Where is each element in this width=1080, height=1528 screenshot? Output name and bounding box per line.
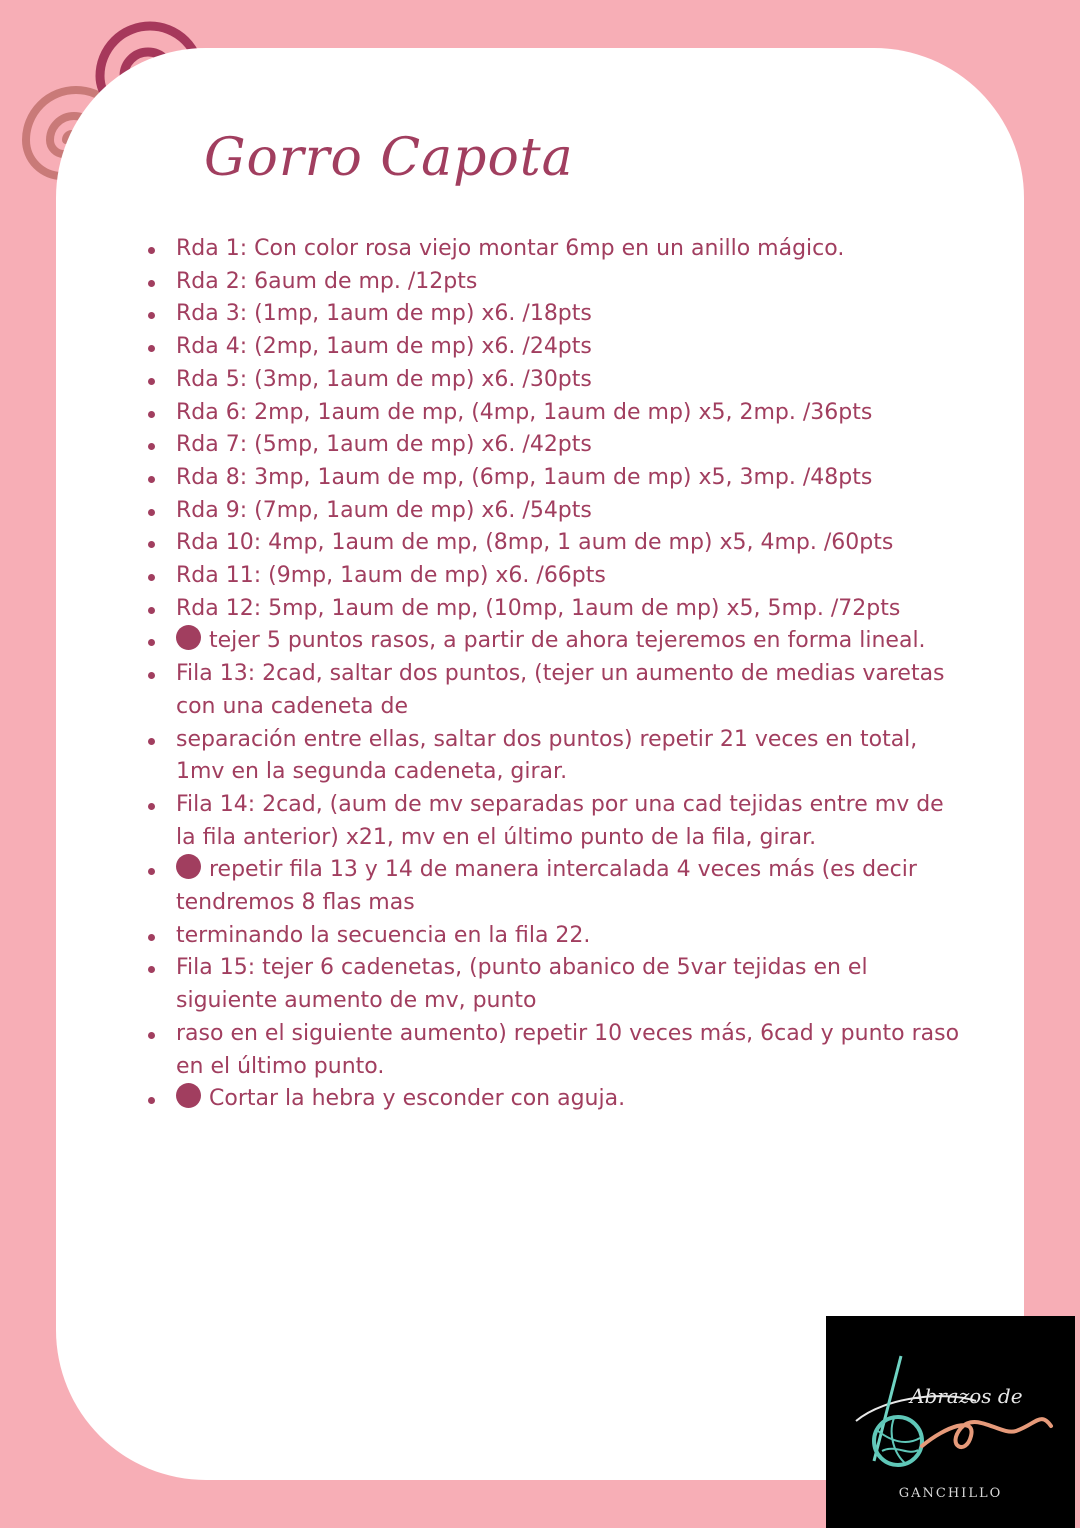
- instruction-text: Cortar la hebra y esconder con aguja.: [209, 1086, 626, 1112]
- instruction-text: Fila 14: 2cad, (aum de mv separadas por una cad tejidas entre mv de la fila anterior) x21, mv en el último punto de la fila, girar.: [176, 791, 944, 850]
- instruction-item: [176, 331, 966, 364]
- instruction-text: Rda 5: (3mp, 1aum de mp) x6. /30pts: [176, 366, 592, 392]
- logo-script-text: Abrazos de: [910, 1384, 1023, 1408]
- instruction-item: [176, 920, 966, 953]
- instruction-item: [176, 429, 966, 462]
- instruction-text: repetir fila 13 y 14 de manera intercalada 4 veces más (es decir tendremos 8 flas mas: [176, 857, 917, 916]
- dot-icon: [176, 854, 201, 879]
- instruction-text: Rda 1: Con color rosa viejo montar 6mp en un anillo mágico.: [176, 236, 845, 261]
- instruction-item: [176, 1018, 966, 1083]
- dot-icon: [176, 1083, 201, 1108]
- instruction-item: [176, 658, 966, 723]
- instruction-text: terminando la secuencia en la fila 22.: [176, 922, 591, 948]
- instruction-text: Rda 4: (2mp, 1aum de mp) x6. /24pts: [176, 334, 592, 360]
- instruction-text: Rda 10: 4mp, 1aum de mp, (8mp, 1 aum de mp) x5, 4mp. /60pts: [176, 530, 894, 556]
- instruction-text: Rda 11: (9mp, 1aum de mp) x6. /66pts: [176, 563, 606, 589]
- instruction-item: [176, 527, 966, 560]
- instruction-text: Fila 13: 2cad, saltar dos puntos, (tejer un aumento de medias varetas con una cadeneta de: [176, 661, 945, 719]
- instruction-item: [176, 364, 966, 397]
- instruction-item: [176, 724, 966, 789]
- instruction-item: [176, 789, 966, 854]
- instruction-item: [176, 625, 966, 658]
- instruction-text: Rda 8: 3mp, 1aum de mp, (6mp, 1aum de mp) x5, 3mp. /48pts: [176, 464, 873, 490]
- instruction-item: [176, 397, 966, 430]
- instruction-item: [176, 1083, 966, 1116]
- instruction-text: Rda 2: 6aum de mp. /12pts: [176, 268, 478, 294]
- instruction-text: tejer 5 puntos rasos, a partir de ahora tejeremos en forma lineal.: [209, 628, 926, 654]
- instruction-item: [176, 560, 966, 593]
- instruction-list: [138, 233, 966, 1116]
- instruction-text: Rda 9: (7mp, 1aum de mp) x6. /54pts: [176, 497, 592, 523]
- page-title: Gorro Capota: [204, 128, 574, 188]
- dot-icon: [176, 625, 201, 650]
- instruction-item: [176, 233, 966, 266]
- instruction-item: [176, 952, 966, 1017]
- brand-logo: [826, 1316, 1075, 1528]
- instruction-item: [176, 266, 966, 299]
- yarn-trail: [922, 1419, 1051, 1447]
- instruction-text: Rda 7: (5mp, 1aum de mp) x6. /42pts: [176, 432, 592, 458]
- instruction-text: Rda 6: 2mp, 1aum de mp, (4mp, 1aum de mp) x5, 2mp. /36pts: [176, 399, 873, 425]
- logo-brand-text: GANCHILLO: [898, 1486, 1003, 1501]
- instruction-text: separación entre ellas, saltar dos puntos) repetir 21 veces en total, 1mv en la segunda cadeneta, girar.: [176, 726, 918, 785]
- instruction-item: [176, 462, 966, 495]
- instruction-item: [176, 298, 966, 331]
- instruction-item: [176, 854, 966, 919]
- instruction-text: raso en el siguiente aumento) repetir 10 veces más, 6cad y punto raso en el último punto.: [176, 1020, 960, 1079]
- instruction-text: Rda 3: (1mp, 1aum de mp) x6. /18pts: [176, 301, 592, 327]
- instruction-text: Fila 15: tejer 6 cadenetas, (punto abanico de 5var tejidas en el siguiente aumento de mv, punto: [176, 955, 868, 1014]
- instruction-item: [176, 593, 966, 626]
- instruction-text: Rda 12: 5mp, 1aum de mp, (10mp, 1aum de mp) x5, 5mp. /72pts: [176, 595, 901, 621]
- instruction-item: [176, 495, 966, 528]
